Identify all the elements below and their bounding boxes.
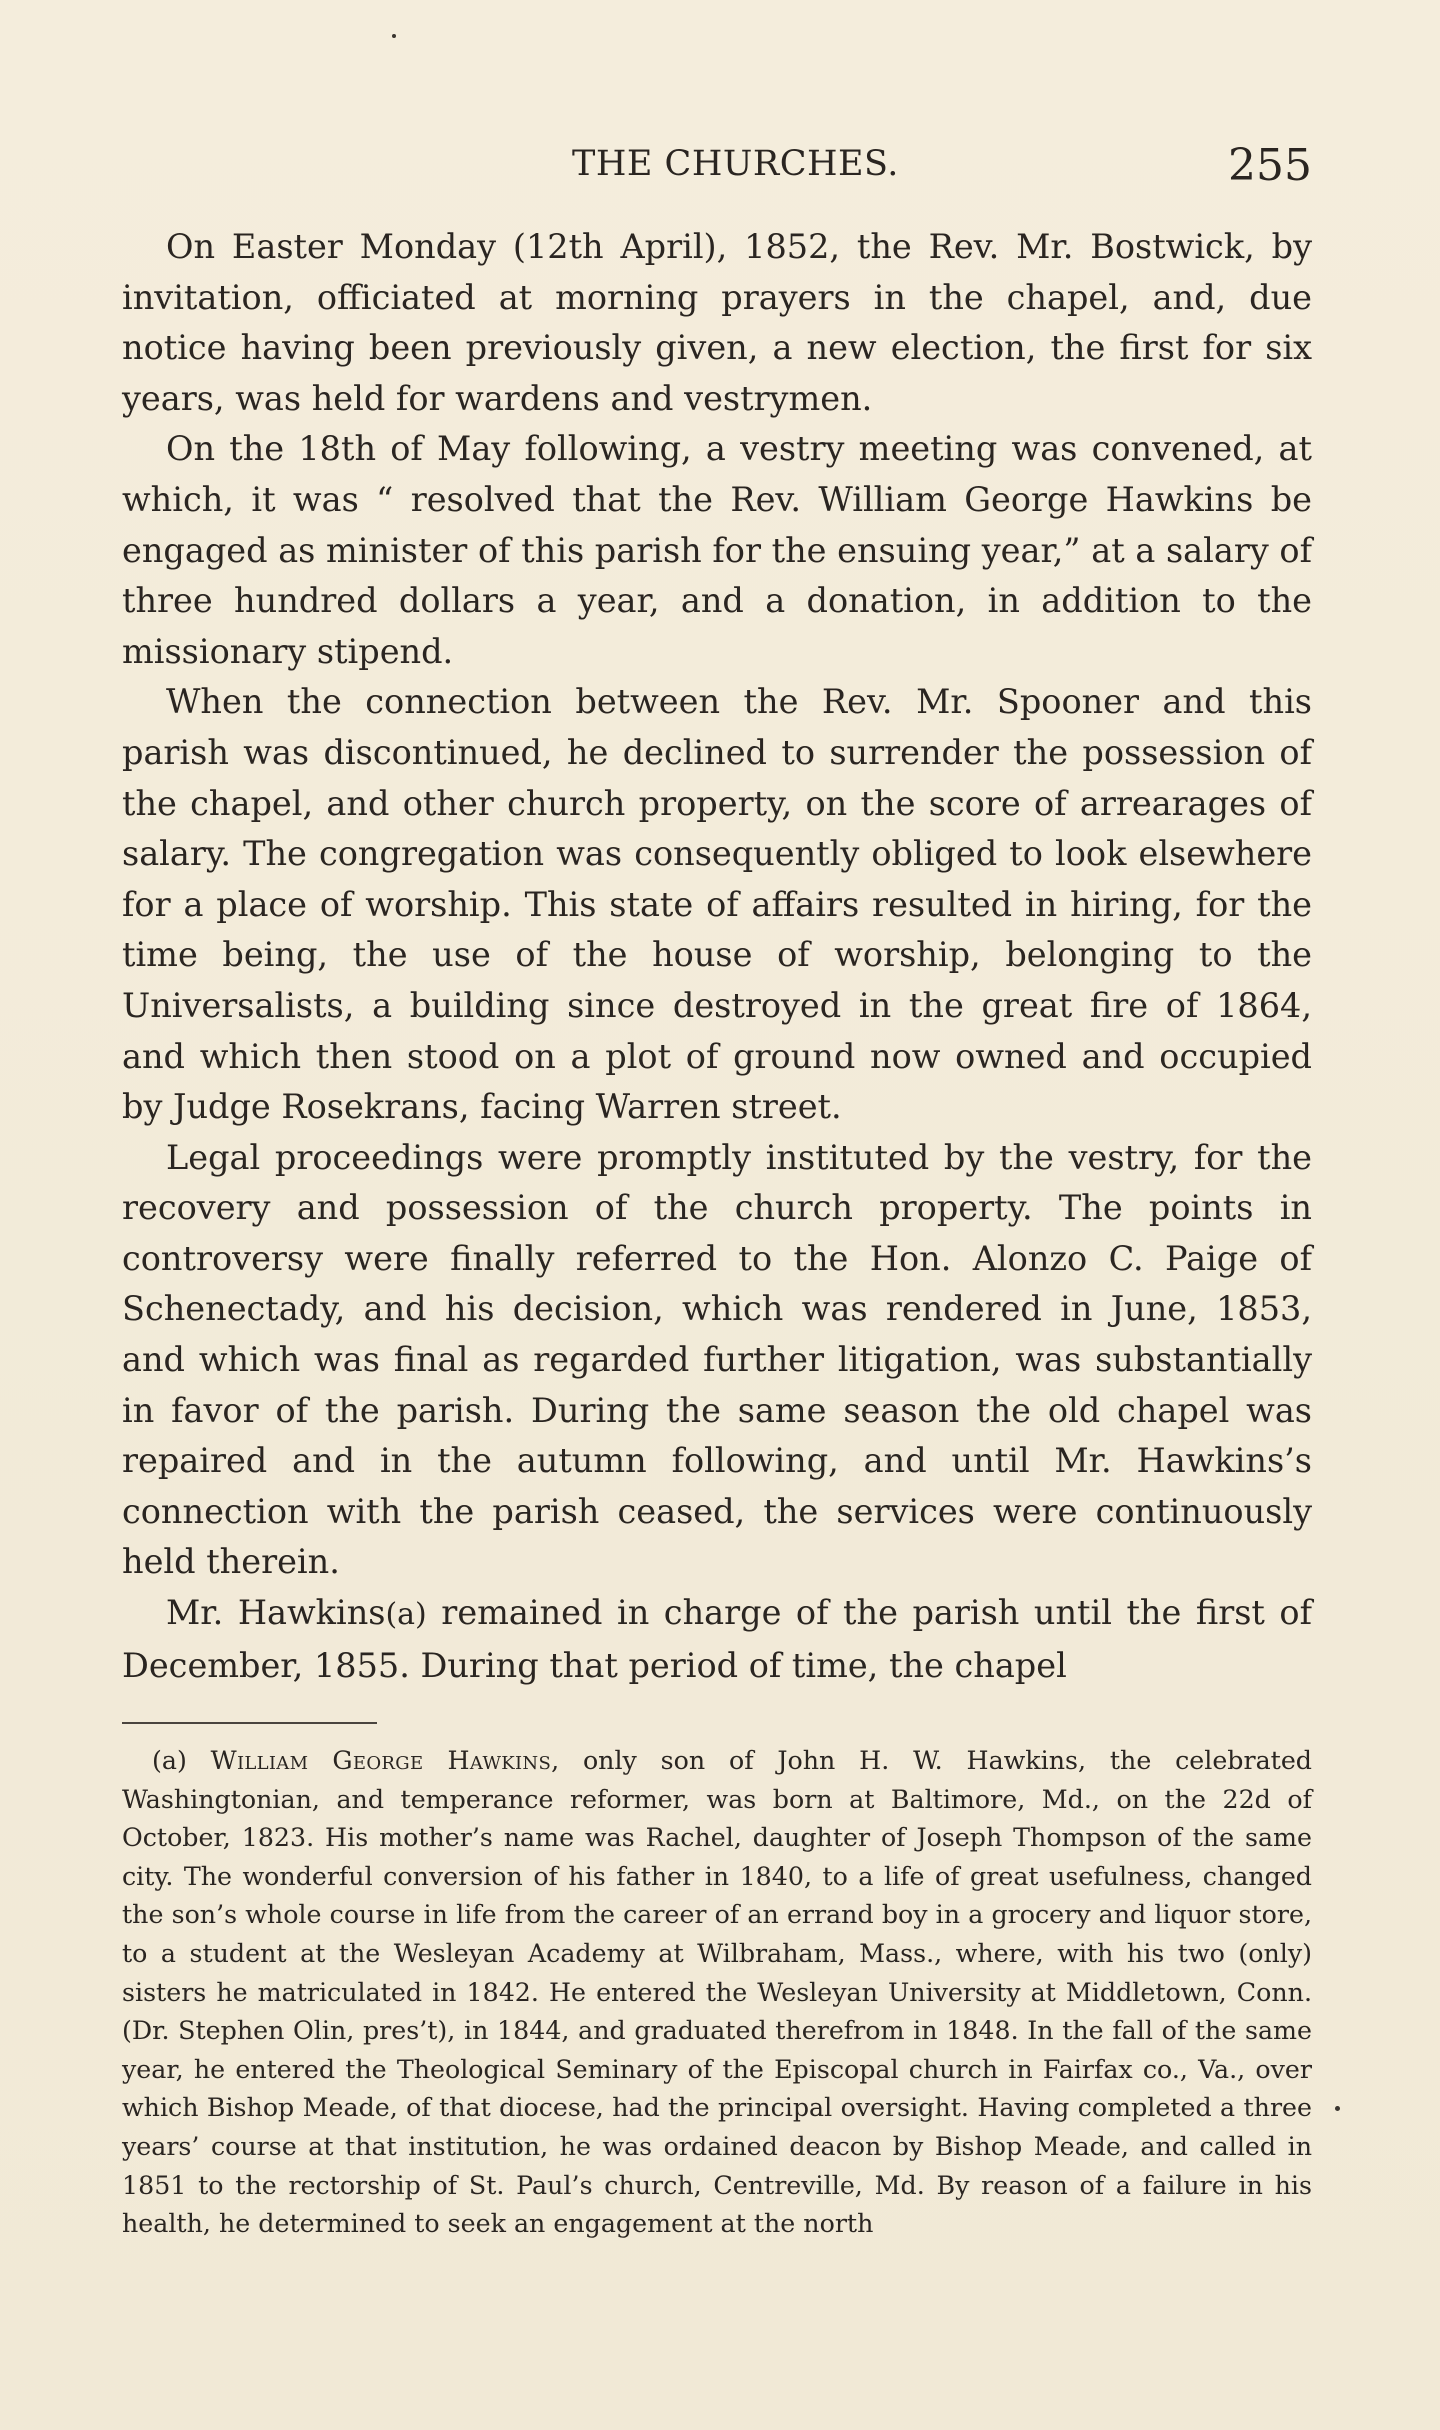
ink-speck bbox=[1335, 2106, 1340, 2111]
footnote-divider bbox=[122, 1722, 377, 1724]
footnote-body: , only son of John H. W. Hawkins, the celebrated Washingtonian, and temperance reformer, was born at Baltimore, Md., on the 22d of October, 1823. His mother’s name was Rachel, daughter of Joseph Thompson of the same city. The wonderful conversion of his father in 1840, to a life of great usefulness, changed the son’s whole course in life from the career of an errand boy in a grocery and liquor store, to a student at the Wesleyan Academy at Wilbraham, Mass., where, with his two (only) sisters he matriculated in 1842. He entered the Wesleyan University at Middletown, Conn. (Dr. Stephen Olin, pres’t), in 1844, and graduated therefrom in 1848. In the fall of the same year, he entered the Theological Seminary of the Episcopal church in Fairfax co., Va., over which Bishop Meade, of that diocese, had the principal oversight. Having completed a three years’ course at that institution, he was ordained deacon by Bishop Meade, and called in 1851 to the rectorship of St. Paul’s church, Centreville, Md. By reason of a failure in his health, he determined to seek an engagement at the north bbox=[122, 1746, 1313, 2239]
paragraph-vestry-meeting: On the 18th of May following, a vestry meeting was convened, at which, it was “ resolved that the Rev. William George Hawkins be engaged as minister of this parish for the ensuing year,” at a salary of three hundred dollars a year, and a donation, in addition to the missionary stipend. bbox=[122, 429, 1312, 671]
running-header bbox=[122, 140, 1312, 190]
ink-speck bbox=[392, 34, 396, 38]
page-number: 255 bbox=[1228, 140, 1312, 191]
footnote-reference: (a) bbox=[385, 1597, 427, 1633]
paragraph-lead: Mr. Hawkins bbox=[166, 1593, 386, 1633]
footnote-subject-name: William George Hawkins bbox=[210, 1746, 552, 1775]
main-text bbox=[122, 222, 1312, 1691]
running-title: THE CHURCHES. bbox=[572, 144, 899, 184]
paragraph-hawkins-tenure bbox=[122, 1588, 1312, 1691]
footnote-marker: (a) bbox=[152, 1746, 187, 1775]
paragraph-legal-proceedings: Legal proceedings were promptly instituted by the vestry, for the recovery and possession of the church property. The points in controversy were finally referred to the Hon. Alonzo C. Paige of Schenectady, and his decision, which was rendered in June, 1853, and which was final as regarded further litigation, was substantially in favor of the parish. During the same season the old chapel was repaired and in the autumn following, and until Mr. Hawkins’s connection with the parish ceased, the services were continuously held therein. bbox=[122, 1137, 1312, 1582]
paragraph-continuation: remained in charge of the parish until the first of December, 1855. During that period of time, the chapel bbox=[122, 1593, 1312, 1685]
footnote-hawkins bbox=[122, 1742, 1312, 2244]
paragraph-easter-monday: On Easter Monday (12th April), 1852, the Rev. Mr. Bostwick, by invitation, officiated at morning prayers in the chapel, and, due notice having been previously given, a new election, the first for six years, was held for wardens and vestrymen. bbox=[122, 227, 1312, 418]
paragraph-chapel-dispute: When the connection between the Rev. Mr. Spooner and this parish was discontinued, he declined to surrender the possession of the chapel, and other church property, on the score of arrearages of salary. The congregation was consequently obliged to look elsewhere for a place of worship. This state of affairs resulted in hiring, for the time being, the use of the house of worship, belonging to the Universalists, a building since destroyed in the great fire of 1864, and which then stood on a plot of ground now owned and occupied by Judge Rosekrans, facing Warren street. bbox=[122, 682, 1312, 1127]
